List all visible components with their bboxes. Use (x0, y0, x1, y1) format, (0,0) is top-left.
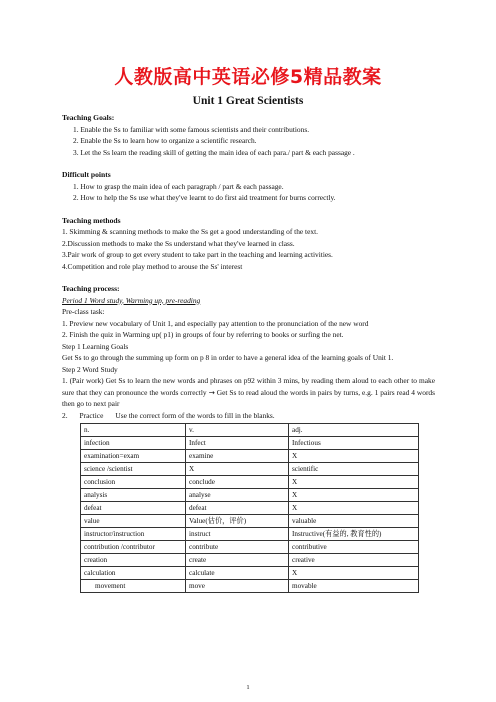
cell-noun: analysis (81, 489, 186, 502)
step2-heading: Step 2 Word Study (62, 364, 118, 374)
cell-adjective: X (289, 489, 419, 502)
practice-number: 2. (62, 410, 68, 420)
cell-adjective: creative (289, 554, 419, 567)
cell-verb: contribute (186, 541, 289, 554)
cell-verb: defeat (186, 502, 289, 515)
cell-adjective: Instructive(有益的, 教育性的) (289, 528, 419, 541)
teaching-process-heading: Teaching process: (62, 284, 120, 293)
cell-verb: instruct (186, 528, 289, 541)
cell-verb: examine (186, 450, 289, 463)
table-row (81, 476, 419, 489)
header-cell-noun: n. (81, 424, 186, 437)
cell-verb: create (186, 554, 289, 567)
table-row (81, 567, 419, 580)
step1-heading: Step 1 Learning Goals (62, 341, 129, 351)
cell-noun: defeat (81, 502, 186, 515)
cell-noun: contribution /contributor (81, 541, 186, 554)
step2-text (62, 375, 435, 410)
cell-noun: value (81, 515, 186, 528)
cell-verb: move (186, 580, 289, 593)
cell-adjective: X (289, 450, 419, 463)
table-row (81, 580, 419, 593)
cell-adjective: scientific (289, 463, 419, 476)
document-body (62, 112, 435, 593)
cell-noun: examination=exam (81, 450, 186, 463)
table-row (81, 528, 419, 541)
step2-text-part: Get Ss to read aloud the words in pairs by turns, e.g. 1 pairs read 4 words then go to next pair (62, 387, 435, 408)
teaching-goal-item: 3. Let the Ss learn the reading skill of getting the main idea of each para./ part & each passage . (73, 147, 355, 157)
teaching-method-item: 4.Competition and role play method to arouse the Ss' interest (62, 261, 243, 271)
table-row (81, 437, 419, 450)
cell-noun: conclusion (81, 476, 186, 489)
practice-line (62, 410, 435, 422)
difficult-points-heading: Difficult points (62, 170, 111, 179)
table-header-row (81, 424, 419, 437)
teaching-method-item: 2.Discussion methods to make the Ss understand what they've learned in class. (62, 238, 295, 248)
cell-adjective: movable (289, 580, 419, 593)
table-row (81, 489, 419, 502)
pre-class-item: 2. Finish the quiz in Warming up( p1) in groups of four by referring to books or surfing the net. (62, 330, 344, 339)
cell-noun: instructor/instruction (81, 528, 186, 541)
cell-adjective: contributive (289, 541, 419, 554)
teaching-methods-heading: Teaching methods (62, 215, 121, 225)
teaching-method-item: 3.Pair work of group to get every student to take part in the teaching and learning activities. (62, 250, 333, 259)
header-cell-adjective: adj. (289, 424, 419, 437)
cell-adjective: X (289, 476, 419, 489)
right-arrow-icon: → (208, 387, 215, 397)
table-row (81, 515, 419, 528)
table-row (81, 541, 419, 554)
teaching-goal-item: 1. Enable the Ss to familiar with some famous scientists and their contributions. (73, 124, 310, 134)
teaching-goals-heading: Teaching Goals: (62, 113, 115, 122)
cell-verb: conclude (186, 476, 289, 489)
table-row (81, 554, 419, 567)
cell-adjective: X (289, 502, 419, 515)
word-forms-table (80, 423, 419, 593)
cell-verb: analyse (186, 489, 289, 502)
pre-class-item: 1. Preview new vocabulary of Unit 1, and especially pay attention to the pronunciation of the new word (62, 318, 369, 328)
pre-class-label: Pre-class task: (62, 307, 105, 316)
difficult-point-item: 2. How to help the Ss use what they've learnt to do first aid treatment for burns correctly. (73, 193, 336, 202)
cell-adjective: X (289, 567, 419, 580)
teaching-goal-item: 2. Enable the Ss to learn how to organize a scientific research. (73, 136, 257, 145)
period-title: Period 1 Word study, Warming up, pre-reading (62, 295, 201, 305)
cell-verb: X (186, 463, 289, 476)
document-title: 人教版高中英语必修5精品教案 (114, 66, 382, 88)
step2-text-part: 1. (Pair work) Get Ss to learn the new words and phrases on p92 within 3 mins, by reading them aloud to each other to make sure that they can pronounce the words correctly (62, 376, 435, 397)
table-row (81, 502, 419, 515)
cell-verb: Value(估价，评价) (186, 515, 289, 528)
cell-adjective: valuable (289, 515, 419, 528)
cell-verb: Infect (186, 437, 289, 450)
cell-adjective: Infectious (289, 437, 419, 450)
practice-label: Practice (79, 410, 104, 420)
unit-subtitle: Unit 1 Great Scientists (192, 95, 304, 107)
table-row (81, 450, 419, 463)
cell-noun: movement (81, 580, 186, 593)
cell-noun: calculation (81, 567, 186, 580)
cell-noun: science /scientist (81, 463, 186, 476)
header-cell-verb: v. (186, 424, 289, 437)
step1-text: Get Ss to go through the summing up form on p 8 in order to have a general idea of the learning goals of Unit 1. (62, 353, 394, 362)
page-number: 1 (246, 684, 250, 691)
teaching-method-item: 1. Skimming & scanning methods to make the Ss get a good understanding of the text. (62, 227, 318, 236)
table-row (81, 463, 419, 476)
cell-noun: creation (81, 554, 186, 567)
practice-instruction: Use the correct form of the words to fill in the blanks. (115, 410, 275, 420)
difficult-point-item: 1. How to grasp the main idea of each paragraph / part & each passage. (73, 181, 284, 191)
cell-noun: infection (81, 437, 186, 450)
cell-verb: calculate (186, 567, 289, 580)
